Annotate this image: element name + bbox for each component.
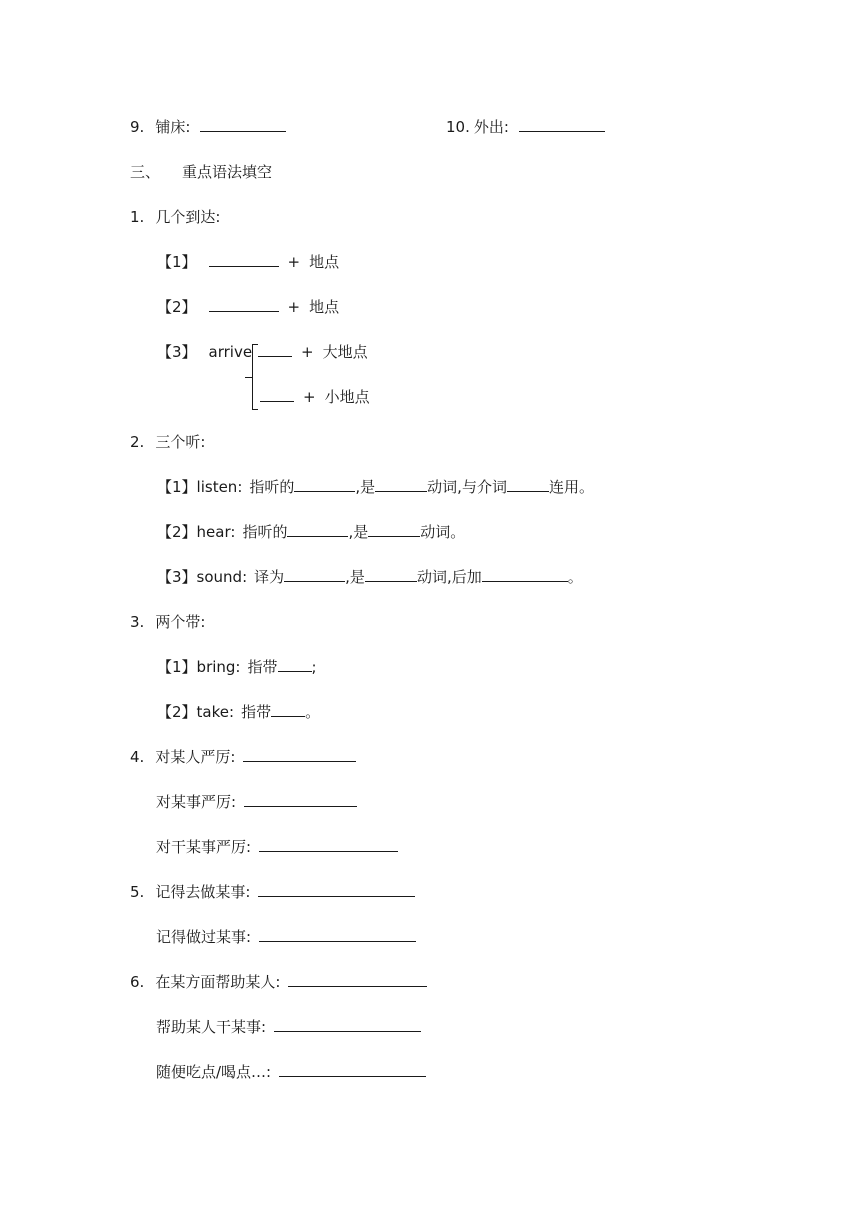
item-number: 9. [130, 118, 145, 136]
answer-blank[interactable] [259, 926, 416, 942]
item-label: 帮助某人干某事: [156, 1018, 267, 1036]
item-number: 10. [446, 118, 470, 136]
place-text: 地点 [309, 298, 340, 316]
text: 指带 [247, 658, 278, 676]
keyword: listen: [196, 478, 243, 496]
bracket-tick [245, 377, 252, 378]
q1-item-3 [157, 341, 252, 363]
item-10 [446, 116, 605, 138]
answer-blank[interactable] [274, 1016, 421, 1032]
place-text: 大地点 [322, 343, 368, 361]
q6-line-1 [130, 971, 427, 993]
item-label: 在某方面帮助某人: [155, 973, 281, 991]
item-tag: 【3】 [157, 343, 197, 361]
item-tag: 【2】 [157, 703, 197, 721]
q4-line-1 [130, 746, 356, 768]
question-2-title [130, 431, 205, 453]
answer-blank[interactable] [284, 566, 345, 582]
answer-blank[interactable] [287, 521, 348, 537]
answer-blank[interactable] [271, 701, 305, 717]
text: ; [311, 658, 317, 676]
q1-item-3-small [260, 386, 370, 408]
text: 指听的 [249, 478, 295, 496]
place-text: 小地点 [324, 388, 370, 406]
keyword: sound: [196, 568, 248, 586]
q6-line-3 [156, 1061, 426, 1083]
question-number: 3. [130, 613, 145, 631]
text: 。 [305, 703, 321, 721]
plus-sign: + [287, 298, 301, 316]
plus-sign: + [301, 343, 314, 361]
question-number: 5. [130, 883, 145, 901]
text: 译为 [254, 568, 285, 586]
item-tag: 【1】 [157, 253, 197, 271]
keyword: bring: [196, 658, 241, 676]
item-label: 记得做过某事: [156, 928, 252, 946]
question-number: 6. [130, 973, 145, 991]
text: 连用。 [548, 478, 594, 496]
question-3-title [130, 611, 205, 633]
question-number: 4. [130, 748, 145, 766]
answer-blank[interactable] [375, 476, 427, 492]
question-title: 三个听: [155, 433, 206, 451]
text: ,是 [345, 568, 365, 586]
question-number: 2. [130, 433, 145, 451]
bracket-line [252, 344, 253, 410]
answer-blank[interactable] [368, 521, 420, 537]
item-label: 外出: [473, 118, 509, 136]
text: 指带 [241, 703, 272, 721]
keyword: arrive [208, 343, 253, 361]
text: 指听的 [242, 523, 288, 541]
answer-blank[interactable] [482, 566, 568, 582]
q1-item-3-big [258, 341, 368, 363]
item-label: 对干某事严厉: [156, 838, 252, 856]
item-label: 记得去做某事: [155, 883, 251, 901]
section-title: 重点语法填空 [182, 163, 273, 181]
q6-line-2 [156, 1016, 421, 1038]
q5-line-1 [130, 881, 415, 903]
q2-item-2 [157, 521, 465, 543]
section-number: 三、 [130, 163, 161, 181]
answer-blank[interactable] [209, 251, 279, 267]
place-text: 地点 [309, 253, 340, 271]
item-tag: 【1】 [157, 478, 197, 496]
q1-item-2 [157, 296, 339, 318]
keyword: hear: [196, 523, 236, 541]
section-heading [130, 161, 272, 183]
text: 动词,后加 [416, 568, 482, 586]
bracket-tick [252, 409, 258, 410]
text: 动词。 [420, 523, 466, 541]
q4-line-2 [156, 791, 357, 813]
question-title: 几个到达: [155, 208, 221, 226]
answer-blank[interactable] [243, 746, 356, 762]
answer-blank[interactable] [244, 791, 357, 807]
answer-blank[interactable] [519, 116, 605, 132]
text: 动词,与介词 [427, 478, 507, 496]
item-tag: 【3】 [157, 568, 197, 586]
answer-blank[interactable] [507, 476, 549, 492]
item-tag: 【2】 [157, 523, 197, 541]
answer-blank[interactable] [260, 386, 294, 402]
item-label: 铺床: [155, 118, 191, 136]
answer-blank[interactable] [279, 1061, 426, 1077]
q4-line-3 [156, 836, 398, 858]
q5-line-2 [156, 926, 416, 948]
answer-blank[interactable] [278, 656, 312, 672]
answer-blank[interactable] [288, 971, 427, 987]
q3-item-1 [157, 656, 317, 678]
item-label: 对某事严厉: [156, 793, 237, 811]
question-number: 1. [130, 208, 145, 226]
plus-sign: + [303, 388, 316, 406]
text: 。 [567, 568, 583, 586]
keyword: take: [196, 703, 235, 721]
text: ,是 [355, 478, 376, 496]
answer-blank[interactable] [294, 476, 355, 492]
answer-blank[interactable] [259, 836, 398, 852]
answer-blank[interactable] [258, 881, 415, 897]
answer-blank[interactable] [200, 116, 286, 132]
text: ,是 [348, 523, 369, 541]
q2-item-3 [157, 566, 583, 588]
item-9 [130, 116, 286, 138]
answer-blank[interactable] [365, 566, 417, 582]
item-label: 随便吃点/喝点…: [156, 1063, 272, 1081]
q3-item-2 [157, 701, 320, 723]
plus-sign: + [287, 253, 301, 271]
q1-item-1 [157, 251, 339, 273]
item-label: 对某人严厉: [155, 748, 236, 766]
question-1-title [130, 206, 220, 228]
answer-blank[interactable] [209, 296, 279, 312]
item-tag: 【2】 [157, 298, 197, 316]
q2-item-1 [157, 476, 594, 498]
item-tag: 【1】 [157, 658, 197, 676]
question-title: 两个带: [155, 613, 206, 631]
answer-blank[interactable] [258, 341, 292, 357]
